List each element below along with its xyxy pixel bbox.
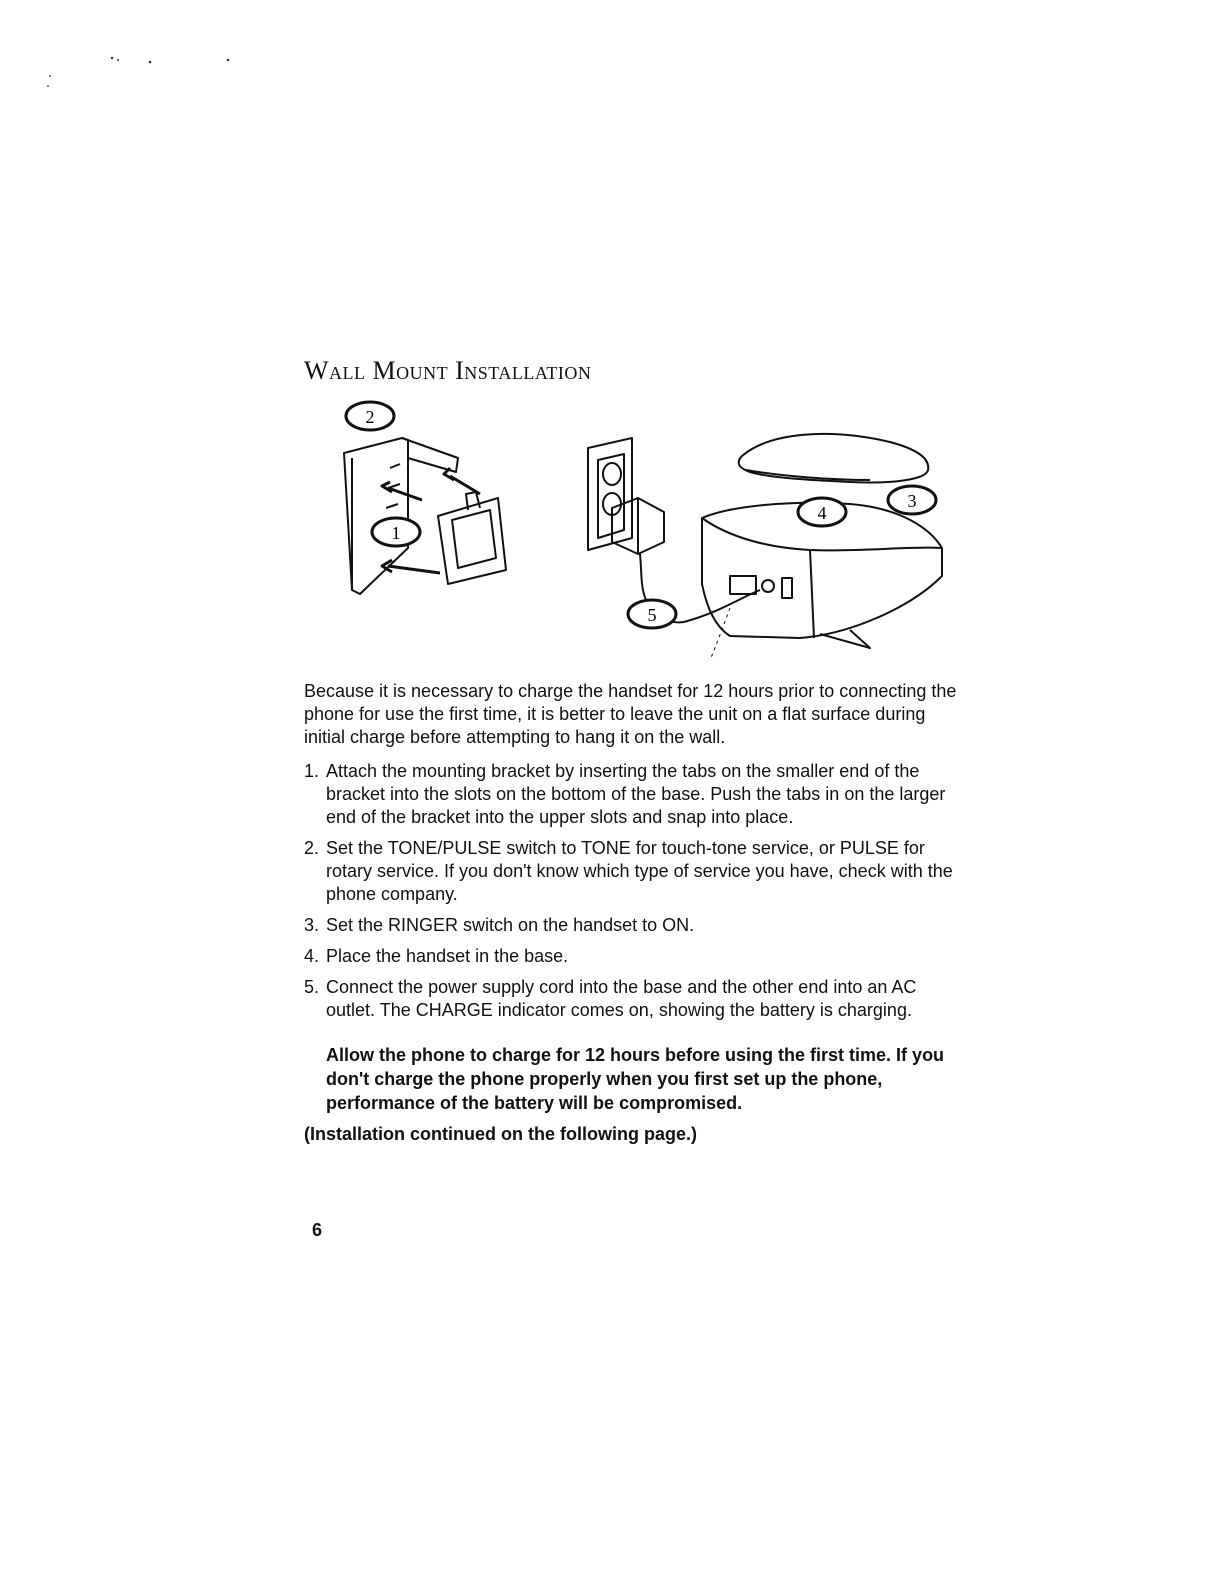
step-number: 3. xyxy=(304,915,320,935)
step-1 xyxy=(304,760,964,829)
svg-text:2: 2 xyxy=(365,407,375,427)
mounting-bracket-drawing xyxy=(438,492,506,584)
page-number: 6 xyxy=(312,1220,323,1240)
step-5 xyxy=(304,976,964,1022)
step-number: 4. xyxy=(304,946,320,966)
svg-text:1: 1 xyxy=(391,523,401,543)
step-text: Connect the power supply cord into the base and the other end into an AC outlet. The CHARGE indicator comes on, showing the battery is charging. xyxy=(326,977,917,1020)
continued-note: (Installation continued on the following page.) xyxy=(304,1124,697,1144)
callout-1 xyxy=(372,518,420,546)
step-text: Set the TONE/PULSE switch to TONE for touch-tone service, or PULSE for rotary service. If you don't know which type of service you have, check with the phone company. xyxy=(326,838,953,904)
callout-2 xyxy=(346,402,394,430)
handset-drawing xyxy=(739,434,929,483)
charge-warning: Allow the phone to charge for 12 hours before using the first time. If you don't charge the phone properly when you first set up the phone, performance of the battery will be compromised. xyxy=(326,1045,945,1113)
svg-text:3: 3 xyxy=(907,491,917,511)
svg-text:5: 5 xyxy=(647,605,657,625)
step-number: 5. xyxy=(304,977,320,997)
installation-illustration xyxy=(330,398,960,670)
step-2 xyxy=(304,837,964,906)
step-text: Attach the mounting bracket by inserting the tabs on the smaller end of the bracket into the slots on the bottom of the base. Push the tabs in on the larger end of the bracket into the upper slots and snap into place. xyxy=(326,761,946,827)
intro-paragraph: Because it is necessary to charge the handset for 12 hours prior to connecting the phone for use the first time, it is better to leave the unit on a flat surface during initial charge before attempting to hang it on the wall. xyxy=(304,681,957,747)
step-number: 1. xyxy=(304,761,320,781)
step-text: Set the RINGER switch on the handset to ON. xyxy=(326,915,695,935)
wall-outlet-drawing xyxy=(588,438,632,550)
step-text: Place the handset in the base. xyxy=(326,946,569,966)
page-title: Wall Mount Installation xyxy=(304,356,592,385)
installation-steps xyxy=(304,760,964,1030)
callout-3 xyxy=(888,486,936,514)
callout-4 xyxy=(798,498,846,526)
svg-text:4: 4 xyxy=(817,503,827,523)
step-3 xyxy=(304,914,964,937)
scan-specks xyxy=(0,0,260,100)
callout-5 xyxy=(628,600,676,628)
step-number: 2. xyxy=(304,838,320,858)
step-4 xyxy=(304,945,964,968)
